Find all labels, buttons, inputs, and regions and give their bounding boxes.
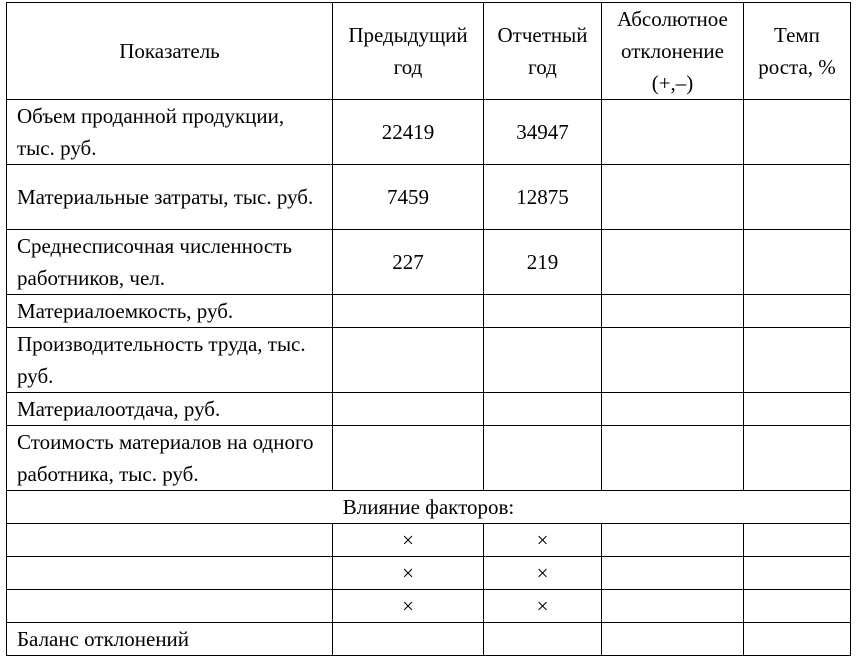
table-row bbox=[7, 393, 851, 426]
cell-reporting-year: × bbox=[484, 557, 602, 590]
row-label: Производительность труда, тыс. руб. bbox=[7, 328, 333, 393]
cell-reporting-year bbox=[484, 295, 602, 328]
cell-growth-rate bbox=[744, 393, 851, 426]
cell-previous-year bbox=[333, 295, 484, 328]
cell-previous-year: × bbox=[333, 557, 484, 590]
cell-previous-year bbox=[333, 328, 484, 393]
row-label: Материалоотдача, руб. bbox=[7, 393, 333, 426]
cell-reporting-year: × bbox=[484, 524, 602, 557]
table-row bbox=[7, 295, 851, 328]
section-title: Влияние факторов: bbox=[7, 491, 851, 524]
header-growth-rate: Темп роста, % bbox=[744, 3, 851, 100]
header-row bbox=[7, 3, 851, 100]
balance-row bbox=[7, 623, 851, 656]
cell-absolute-deviation bbox=[602, 590, 744, 623]
cell-growth-rate bbox=[744, 524, 851, 557]
header-indicator: Показатель bbox=[7, 3, 333, 100]
cell-absolute-deviation bbox=[602, 165, 744, 230]
cell-reporting-year: × bbox=[484, 590, 602, 623]
row-label: Баланс отклонений bbox=[7, 623, 333, 656]
row-label: Объем проданной продукции, тыс. руб. bbox=[7, 100, 333, 165]
cell-growth-rate bbox=[744, 230, 851, 295]
cell-growth-rate bbox=[744, 590, 851, 623]
cell-absolute-deviation bbox=[602, 623, 744, 656]
cell-reporting-year: 34947 bbox=[484, 100, 602, 165]
row-label bbox=[7, 524, 333, 557]
factor-row bbox=[7, 524, 851, 557]
row-label: Материалоемкость, руб. bbox=[7, 295, 333, 328]
cell-absolute-deviation bbox=[602, 100, 744, 165]
table-row bbox=[7, 230, 851, 295]
factor-row bbox=[7, 557, 851, 590]
row-label bbox=[7, 557, 333, 590]
cell-previous-year: × bbox=[333, 524, 484, 557]
cell-reporting-year: 219 bbox=[484, 230, 602, 295]
table-row bbox=[7, 100, 851, 165]
cell-absolute-deviation bbox=[602, 426, 744, 491]
table-row bbox=[7, 165, 851, 230]
header-absolute-deviation: Абсолютное отклонение (+,–) bbox=[602, 3, 744, 100]
cell-absolute-deviation bbox=[602, 393, 744, 426]
cell-growth-rate bbox=[744, 623, 851, 656]
cell-absolute-deviation bbox=[602, 295, 744, 328]
cell-previous-year bbox=[333, 426, 484, 491]
cell-previous-year: 22419 bbox=[333, 100, 484, 165]
cell-previous-year: × bbox=[333, 590, 484, 623]
cell-reporting-year bbox=[484, 426, 602, 491]
cell-absolute-deviation bbox=[602, 524, 744, 557]
cell-previous-year bbox=[333, 393, 484, 426]
cell-reporting-year: 12875 bbox=[484, 165, 602, 230]
cell-absolute-deviation bbox=[602, 557, 744, 590]
cell-reporting-year bbox=[484, 393, 602, 426]
cell-previous-year bbox=[333, 623, 484, 656]
cell-growth-rate bbox=[744, 165, 851, 230]
cell-growth-rate bbox=[744, 426, 851, 491]
indicator-table bbox=[6, 2, 851, 656]
row-label: Среднесписочная численность работников, чел. bbox=[7, 230, 333, 295]
header-previous-year: Предыдущий год bbox=[333, 3, 484, 100]
cell-reporting-year bbox=[484, 623, 602, 656]
table-row bbox=[7, 328, 851, 393]
factor-row bbox=[7, 590, 851, 623]
table-row bbox=[7, 426, 851, 491]
section-row bbox=[7, 491, 851, 524]
cell-growth-rate bbox=[744, 328, 851, 393]
cell-growth-rate bbox=[744, 295, 851, 328]
header-reporting-year: Отчетный год bbox=[484, 3, 602, 100]
cell-absolute-deviation bbox=[602, 230, 744, 295]
cell-absolute-deviation bbox=[602, 328, 744, 393]
cell-previous-year: 7459 bbox=[333, 165, 484, 230]
cell-previous-year: 227 bbox=[333, 230, 484, 295]
cell-growth-rate bbox=[744, 100, 851, 165]
row-label: Стоимость материалов на одного работника, тыс. руб. bbox=[7, 426, 333, 491]
cell-reporting-year bbox=[484, 328, 602, 393]
row-label bbox=[7, 590, 333, 623]
row-label: Материальные затраты, тыс. руб. bbox=[7, 165, 333, 230]
cell-growth-rate bbox=[744, 557, 851, 590]
